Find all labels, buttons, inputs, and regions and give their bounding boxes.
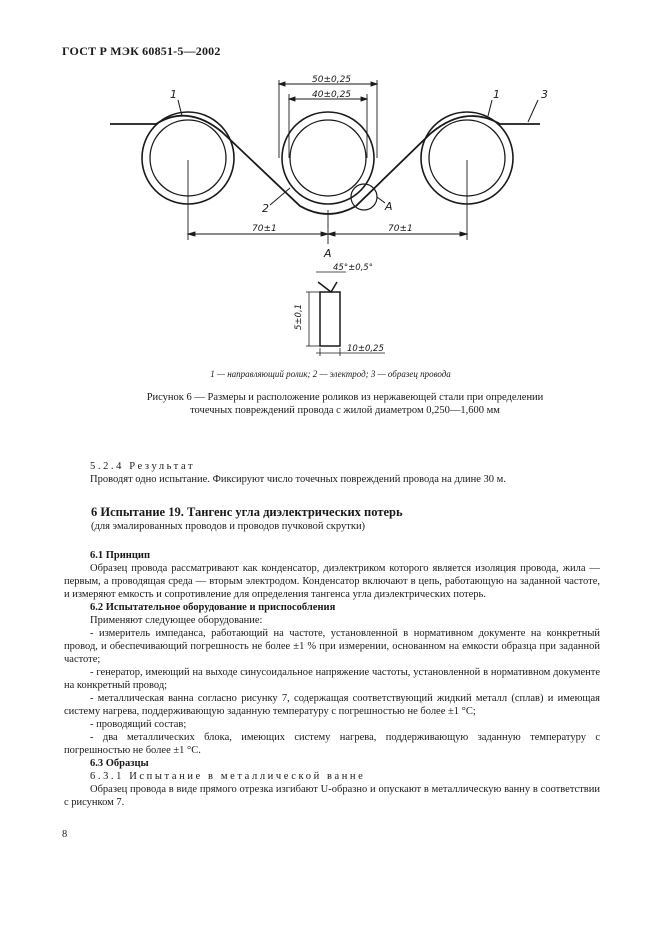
section-6-3-1-heading: 6.3.1 Испытание в металлической ванне: [90, 771, 366, 782]
dim-right-label: 70±1: [388, 224, 413, 234]
dim-left-label: 70±1: [252, 224, 277, 234]
detail-width-label: 10±0,25: [347, 344, 384, 354]
equipment-item-3: - металлическая ванна согласно рисунку 7, содержащая соответствующий жидкий металл (сплав) и имеющая систему нагрева, поддерживающую заданную температуру с погрешностью не более ±1 °С;: [64, 693, 600, 717]
legend-text-3: — образец провода: [377, 369, 451, 379]
section-5-2-4: [64, 460, 600, 486]
equipment-item-5: - два металлических блока, имеющих систему нагрева, поддерживающую заданную температуру с погрешностью не более ±1 °С.: [64, 732, 600, 756]
section-6-2-intro: Применяют следующее оборудование:: [90, 615, 263, 626]
section-6-1-heading: 6.1 Принцип: [90, 550, 151, 561]
dim-inner-label: 40±0,25: [312, 90, 352, 100]
section-6-3-heading: 6.3 Образцы: [90, 758, 149, 769]
section-5-2-4-heading: 5.2.4 Результат: [90, 461, 196, 472]
roller-middle-inner: [290, 120, 366, 196]
detail-angle-label: 45°±0,5°: [333, 263, 373, 273]
equipment-item-1: - измеритель импеданса, работающий на частоте, установленной в нормативном документе на конкретный провод, и обеспечивающий погрешность не более ±1 % при измерении, основанном на емкости образца при заданной частоте;: [64, 628, 600, 665]
dim-outer-label: 50±0,25: [312, 75, 352, 85]
roller-middle: [282, 112, 374, 204]
equipment-item-2: - генератор, имеющий на выходе синусоидальное напряжение частоты, установленной в нормативном документе на конкретный провод;: [64, 667, 600, 691]
detail-a-title: A: [324, 247, 332, 260]
wire-sample: [110, 116, 540, 214]
figure-6-rollers-diagram: [0, 0, 661, 380]
detail-height-label: 5±0,1: [294, 303, 304, 330]
page-number: 8: [62, 829, 68, 840]
label-detail-a: A: [385, 200, 393, 213]
label-electrode: 2: [262, 202, 269, 215]
caption-line-1: Рисунок 6 — Размеры и расположение роликов из нержавеющей стали при определении: [146, 392, 544, 403]
legend-text-1: — направляющий ролик;: [216, 369, 311, 379]
equipment-item-4: - проводящий состав;: [90, 719, 187, 730]
section-6-3-1-text: Образец провода в виде прямого отрезка изгибают U-образно и опускают в металлическую ванну в соответствии с рисунком 7.: [64, 784, 600, 808]
legend-num-1: 1: [210, 369, 215, 379]
label-wire: 3: [541, 88, 548, 101]
label-roller-left: 1: [170, 88, 177, 101]
section-6-2-heading: 6.2 Испытательное оборудование и приспособления: [90, 602, 336, 613]
figure-legend: [0, 369, 661, 379]
legend-num-2: 2: [312, 369, 318, 379]
document-header: ГОСТ Р МЭК 60851-5—2002: [62, 44, 221, 58]
section-6-1-text: Образец провода рассматривают как конденсатор, диэлектриком которого является изоляция провода, жила — первым, а проводящая среда — вторым электродом. Конденсатор включают в цепь, работающую на заданной частоте, и измеряют емкость и сопротивление для определения тангенса угла диэлектрических потерь.: [64, 563, 600, 600]
section-6-subtitle: (для эмалированных проводов и проводов пучковой скрутки): [91, 521, 366, 532]
figure-caption: [110, 391, 580, 417]
label-roller-right: 1: [493, 88, 500, 101]
caption-line-2: точечных повреждений провода с жилой диаметром 0,250—1,600 мм: [190, 405, 500, 416]
legend-num-3: 3: [370, 369, 376, 379]
section-5-2-4-text: Проводят одно испытание. Фиксируют число точечных повреждений провода на длине 30 м.: [90, 474, 506, 485]
section-6-1: [64, 549, 600, 809]
section-6-title: 6 Испытание 19. Тангенс угла диэлектрических потерь: [91, 505, 403, 519]
legend-text-2: — электрод;: [319, 369, 369, 379]
